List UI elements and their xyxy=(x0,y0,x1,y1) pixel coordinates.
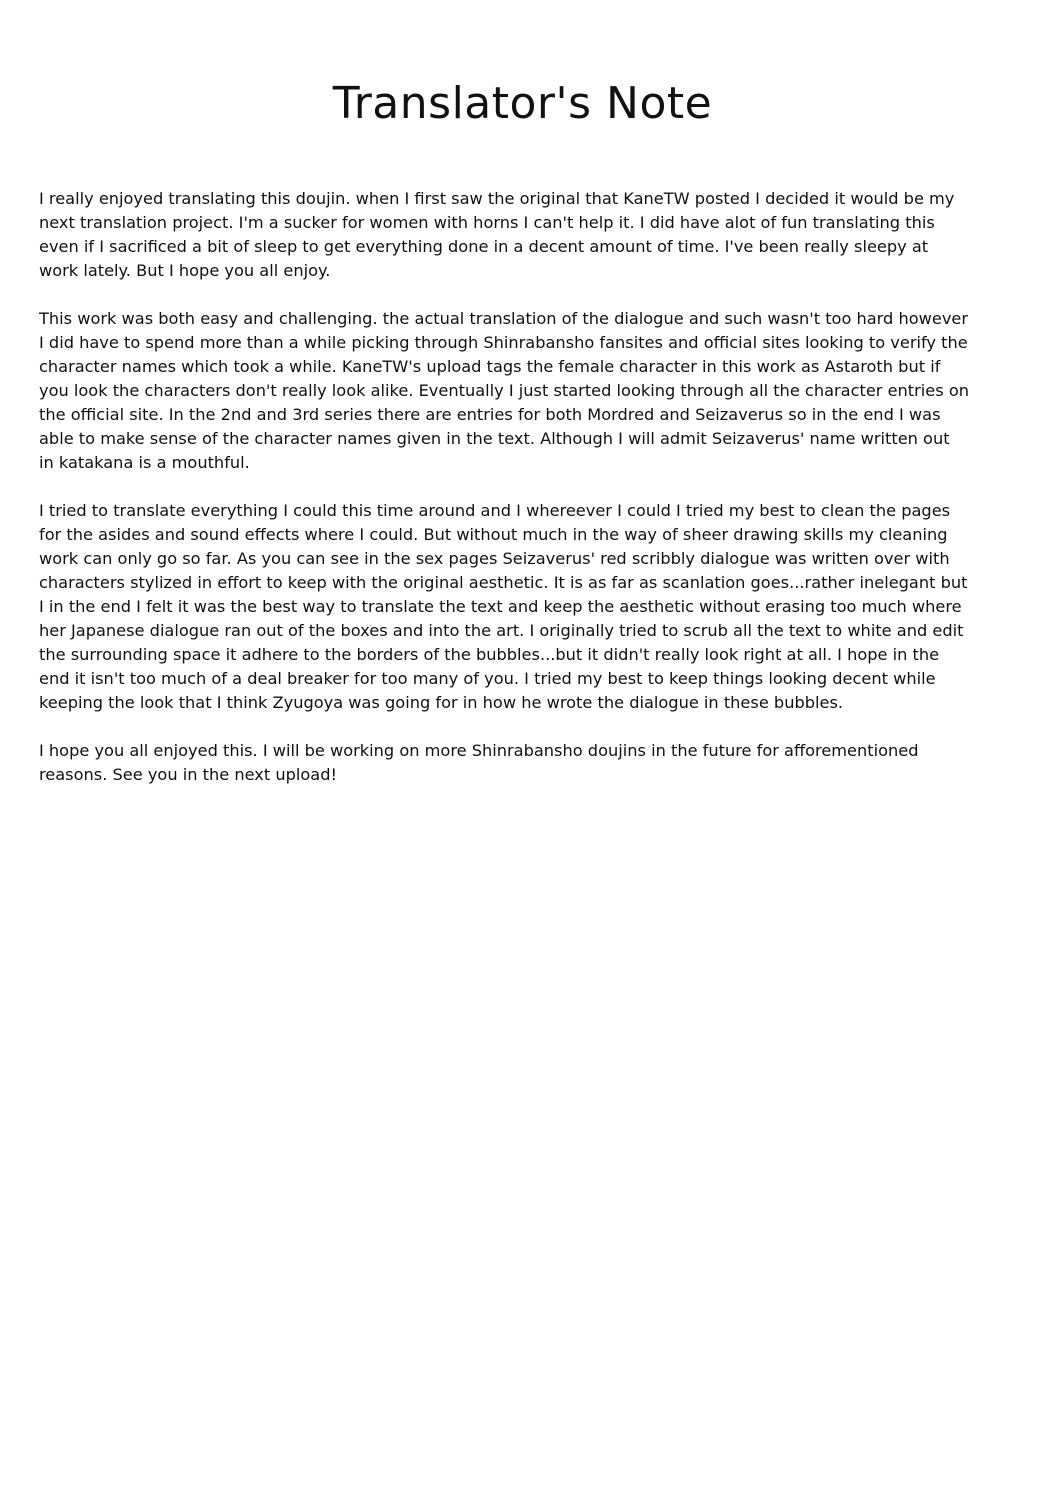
paragraph-2: This work was both easy and challenging. the actual translation of the dialogue and such wasn't too hard however I did have to spend more than a while picking through Shinrabansho fansites and official sites looking to verify the character names which took a while. KaneTW's upload tags the female character in this work as Astaroth but if you look the characters don't really look alike. Eventually I just started looking through all the character entries on the official site. In the 2nd and 3rd series there are entries for both Mordred and Seizaverus so in the end I was able to make sense of the character names given in the text. Although I will admit Seizaverus' name written out in katakana is a mouthful. xyxy=(39,309,969,472)
paragraph-1: I really enjoyed translating this doujin. when I first saw the original that KaneTW posted I decided it would be my next translation project. I'm a sucker for women with horns I can't help it. I did have alot of fun translating this even if I sacrificed a bit of sleep to get everything done in a decent amount of time. I've been really sleepy at work lately. But I hope you all enjoy. xyxy=(39,189,955,280)
page-title: Translator's Note xyxy=(332,78,713,129)
paragraph-4: I hope you all enjoyed this. I will be working on more Shinrabansho doujins in the future for afforementioned reasons. See you in the next upload! xyxy=(39,741,919,784)
note-body xyxy=(39,187,969,811)
paragraph-3: I tried to translate everything I could this time around and I whereever I could I tried my best to clean the pages for the asides and sound effects where I could. But without much in the way of sheer drawing skills my cleaning work can only go so far. As you can see in the sex pages Seizaverus' red scribbly dialogue was written over with characters stylized in effort to keep with the original aesthetic. It is as far as scanlation goes...rather inelegant but I in the end I felt it was the best way to translate the text and keep the aesthetic without erasing too much where her Japanese dialogue ran out of the boxes and into the art. I originally tried to scrub all the text to white and edit the surrounding space it adhere to the borders of the bubbles...but it didn't really look right at all. I hope in the end it isn't too much of a deal breaker for too many of you. I tried my best to keep things looking decent while keeping the look that I think Zyugoya was going for in how he wrote the dialogue in these bubbles. xyxy=(39,501,968,712)
